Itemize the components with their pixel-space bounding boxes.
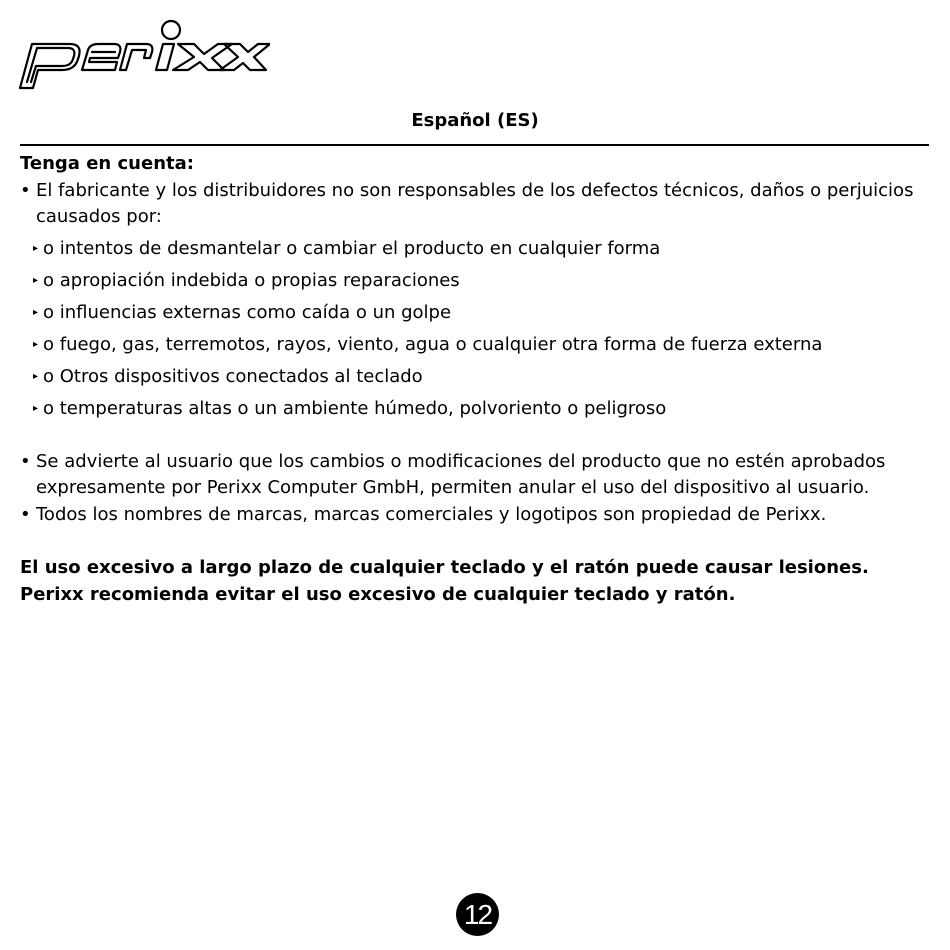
- list-item: [20, 178, 935, 230]
- triangle-right-icon: ▸: [33, 307, 39, 318]
- bullet-icon: •: [20, 180, 31, 201]
- heading-divider: [20, 144, 929, 146]
- perixx-logo: [18, 16, 270, 92]
- list-item-text: El fabricante y los distribuidores no son responsables de los defectos técnicos, daños o perjuicios causados por:: [36, 180, 914, 227]
- sub-list-item-text: o intentos de desmantelar o cambiar el producto en cualquier forma: [43, 238, 661, 259]
- list-item-text: Se advierte al usuario que los cambios o modificaciones del producto que no estén aprobados expresamente por Perixx Computer GmbH, permiten anular el uso del dispositivo al usuario.: [36, 451, 886, 498]
- sub-list-item: [33, 265, 933, 297]
- sub-list-item-text: o apropiación indebida o propias reparaciones: [43, 270, 460, 291]
- sub-list-item-text: o temperaturas altas o un ambiente húmedo, polvoriento o peligroso: [43, 398, 667, 419]
- triangle-right-icon: ▸: [33, 403, 39, 414]
- list-item: [20, 502, 935, 528]
- sub-list-item-text: o fuego, gas, terremotos, rayos, viento, agua o cualquier otra forma de fuerza externa: [43, 334, 823, 355]
- sub-list-item: [33, 361, 933, 393]
- list-item: [20, 449, 935, 501]
- bullet-icon: •: [20, 504, 31, 525]
- triangle-right-icon: ▸: [33, 275, 39, 286]
- bullet-icon: •: [20, 451, 31, 472]
- triangle-right-icon: ▸: [33, 339, 39, 350]
- page-number-badge: 12: [456, 893, 499, 936]
- language-heading: Español (ES): [411, 110, 539, 131]
- sub-list: [33, 233, 933, 425]
- sub-list-item: [33, 393, 933, 425]
- sub-list-item: [33, 297, 933, 329]
- sub-list-item: [33, 233, 933, 265]
- triangle-right-icon: ▸: [33, 371, 39, 382]
- sub-list-item: [33, 329, 933, 361]
- note-title: Tenga en cuenta:: [20, 153, 194, 174]
- sub-list-item-text: o Otros dispositivos conectados al teclado: [43, 366, 423, 387]
- usage-warning: El uso excesivo a largo plazo de cualquier teclado y el ratón puede causar lesiones. Perixx recomienda evitar el uso excesivo de cualquier teclado y ratón.: [20, 557, 869, 605]
- list-item-text: Todos los nombres de marcas, marcas comerciales y logotipos son propiedad de Perixx.: [36, 504, 827, 525]
- sub-list-item-text: o influencias externas como caída o un golpe: [43, 302, 452, 323]
- triangle-right-icon: ▸: [33, 243, 39, 254]
